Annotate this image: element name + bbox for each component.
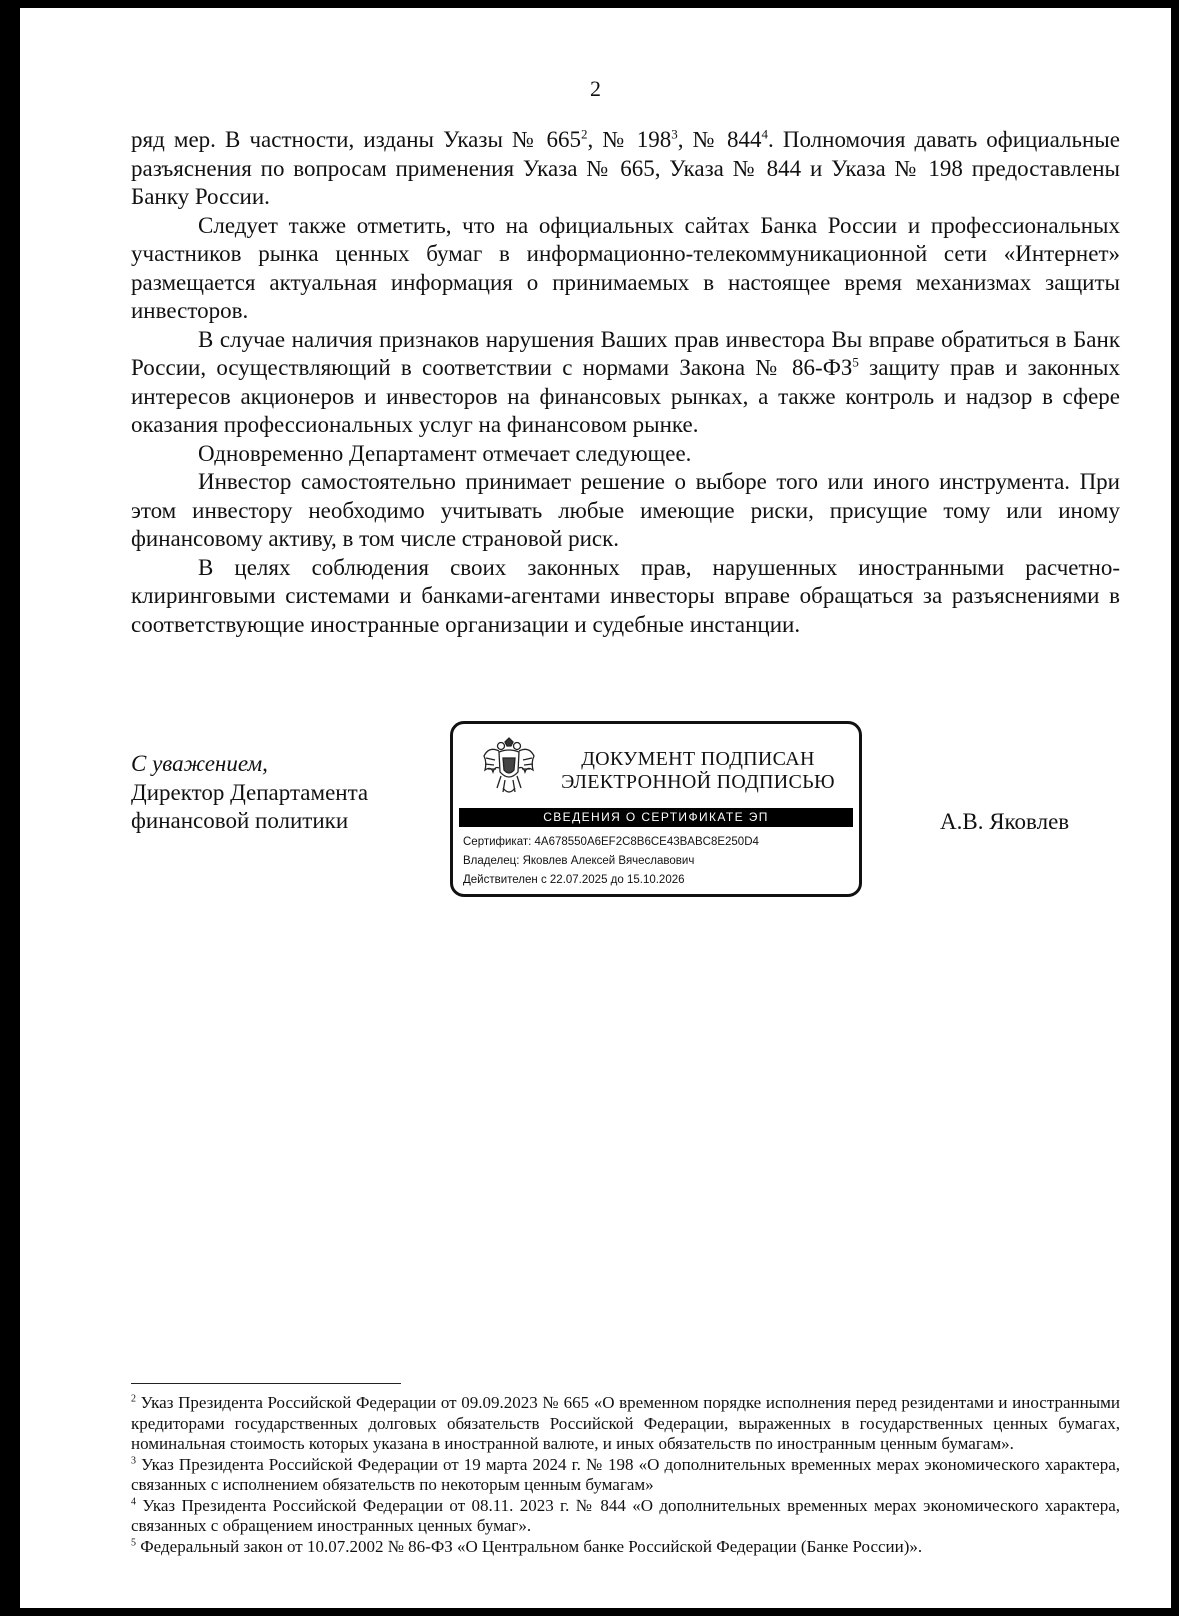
footnote-ref-5: 5 bbox=[852, 354, 859, 370]
certificate-details bbox=[463, 833, 759, 890]
paragraph-4: Одновременно Департамент отмечает следующее. bbox=[198, 440, 692, 466]
certificate-owner: Владелец: Яковлев Алексей Вячеславович bbox=[463, 855, 695, 867]
paragraph-3: В случае наличия признаков нарушения Ваших прав инвестора Вы вправе обратиться в Банк России, осуществляющий в соответствии с нормами Закона № $86-ФЗ^5$ защиту прав и законных интересов акционеров и инвесторов на финансовых рынках, а также контроль и надзор в сфере оказания профессиональных услуг на финансовом рынке. bbox=[131, 326, 1121, 437]
paragraph-6: В целях соблюдения своих законных прав, нарушенных иностранными расчетно-клиринговыми системами и банками-агентами инвесторы вправе обращаться за разъяснениями в соответствующие иностранные организации и судебные инстанции. bbox=[131, 554, 1120, 637]
footnote-ref-4: 4 bbox=[761, 126, 769, 142]
closing-greeting: С уважением, bbox=[131, 751, 268, 776]
stamp-title: ДОКУМЕНТ ПОДПИСАН ЭЛЕКТРОННОЙ ПОДПИСЬЮ bbox=[561, 748, 835, 793]
electronic-signature-stamp bbox=[450, 721, 862, 897]
footnotes bbox=[131, 1393, 1120, 1557]
russian-coat-of-arms-icon bbox=[481, 736, 537, 798]
footnote-2: $^2$ Указ Президента Российской Федерации от 09.09.2023 № 665 «О временном порядке исполнения перед резидентами и иностранными кредиторами государственных долговых обязательств Российской Федерации, выраженных в государственных ценных бумагах, номинальная стоимость которых указана в иностранной валюте, и иных обязательств по иностранным ценным бумагам». bbox=[131, 1393, 1120, 1453]
certificate-header-bar: СВЕДЕНИЯ О СЕРТИФИКАТЕ ЭП bbox=[459, 808, 853, 827]
footnote-4: $^4$ Указ Президента Российской Федерации от 08.11. 2023 г. № 844 «О дополнительных временных мерах экономического характера, связанных с обращением иностранных ценных бумаг». bbox=[131, 1495, 1120, 1535]
document-page bbox=[20, 8, 1171, 1608]
signer-name: А.В. Яковлев bbox=[940, 809, 1070, 834]
footnote-ref-3: 3 bbox=[671, 126, 678, 142]
closing-block bbox=[131, 750, 368, 836]
footnote-3: $^3$ Указ Президента Российской Федерации от 19 марта 2024 г. № 198 «О дополнительных временных мерах экономического характера, связанных с исполнением обязательств по некоторым ценным бумагам» bbox=[131, 1454, 1120, 1494]
signer-position-line-2: финансовой политики bbox=[131, 808, 349, 833]
paragraph-5: Инвестор самостоятельно принимает решение о выборе того или иного инструмента. При этом инвестору необходимо учитывать любые имеющие риски, присущие тому или иному финансовому активу, в том числе страновой риск. bbox=[131, 469, 1120, 551]
paragraph-1: ряд мер. В частности, изданы Указы № $665^2$, № $198^3$, № $844^4$. Полномочия давать официальные разъяснения по вопросам применения Указа № 665, Указа № 844 и Указа № 198 предоставлены Банку России. bbox=[131, 126, 1120, 209]
signer-position-line-1: Директор Департамента bbox=[131, 779, 369, 805]
certificate-validity: Действителен с 22.07.2025 до 15.10.2026 bbox=[463, 874, 685, 886]
letter-body bbox=[131, 126, 1120, 639]
page-number: 2 bbox=[590, 76, 601, 101]
footnote-separator bbox=[131, 1383, 401, 1384]
certificate-number: Сертификат: 4A678550A6EF2C8B6CE43BABC8E250D4 bbox=[463, 836, 759, 848]
footnote-ref-2: 2 bbox=[580, 126, 588, 142]
paragraph-2: Следует также отметить, что на официальных сайтах Банка России и профессиональных участников рынка ценных бумаг в информационно-телекоммуникационной сети «Интернет» размещается актуальная информация о принимаемых в настоящее время механизмах защиты инвесторов. bbox=[131, 212, 1120, 323]
footnote-5: $^5$ Федеральный закон от 10.07.2002 № 86-ФЗ «О Центральном банке Российской Федерации (Банке России)». bbox=[131, 1536, 923, 1556]
